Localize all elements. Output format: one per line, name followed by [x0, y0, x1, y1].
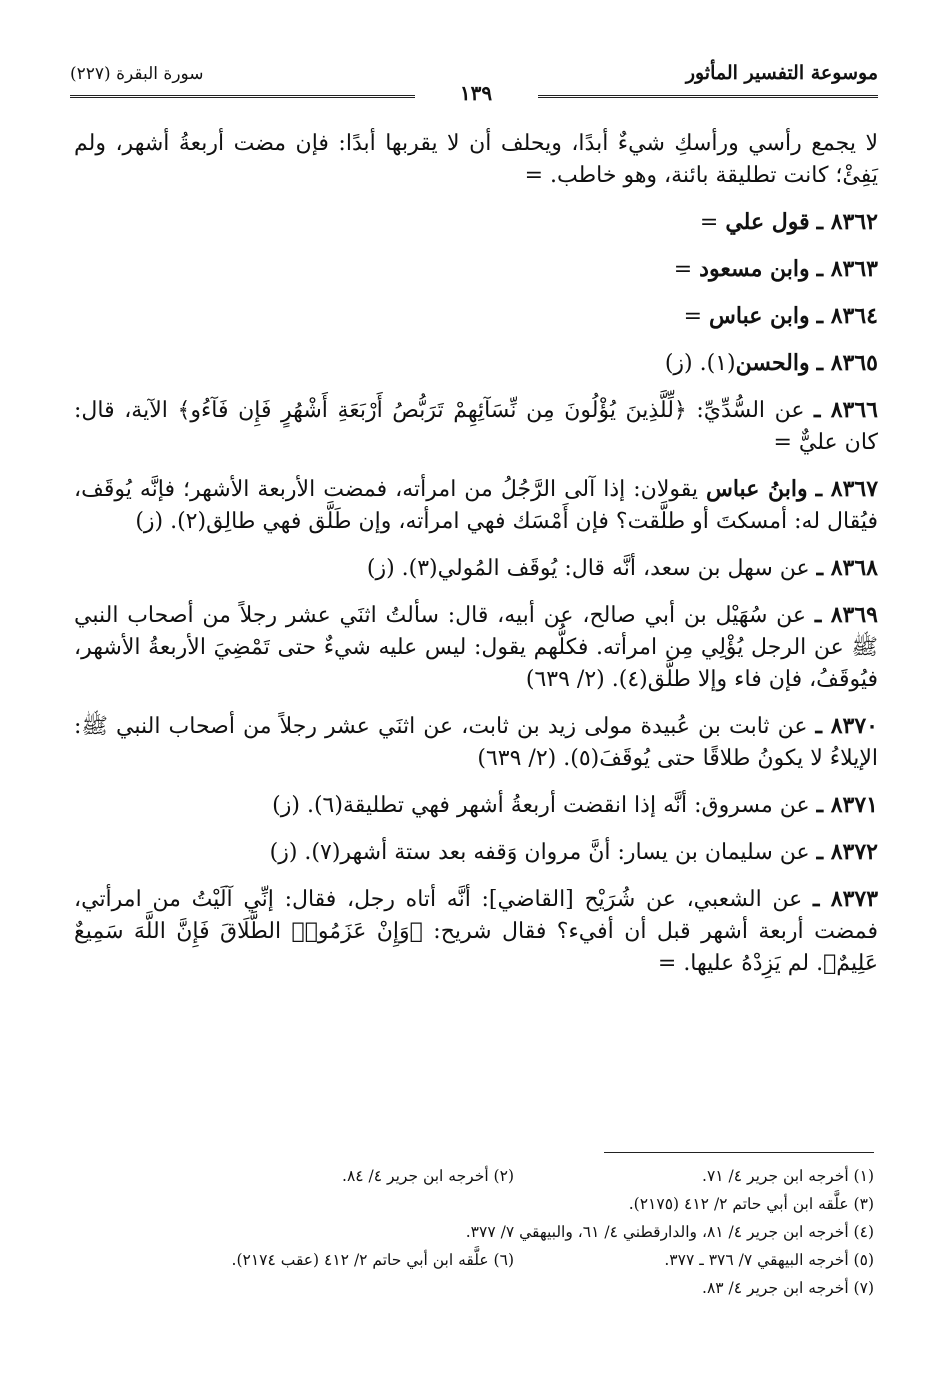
- paragraph-text: لا يجمع رأسي ورأسكِ شيءٌ أبدًا، ويحلف أن لا يقربها أبدًا: فإن مضت أربعةُ أشهر، ولم يَفِئْ؛ كانت تطليقة بائنة، وهو خاطب. =: [74, 131, 878, 188]
- hadith-paragraph: [74, 128, 878, 192]
- footnote: (٢) أخرجه ابن جرير ٤/ ٨٤.: [342, 1167, 514, 1185]
- hadith-number: ٨٣٦٩ ـ: [814, 602, 878, 628]
- footnote: (٣) علَّقه ابن أبي حاتم ٢/ ٤١٢ (٢١٧٥).: [628, 1195, 874, 1213]
- book-title: موسوعة التفسير المأثور: [685, 62, 878, 84]
- hadith-paragraph: [74, 836, 878, 869]
- hadith-number: ٨٣٧١ ـ: [816, 792, 878, 818]
- narrator-name: قول علي: [725, 209, 810, 235]
- narrator-name: وابن عباس: [709, 303, 810, 329]
- page-header: [70, 62, 878, 122]
- paragraph-text: يقولان: إذا آلى الرَّجُلُ من امرأته، فمضت الأربعة الأشهر؛ فإنَّه يُوقَف، فيُقال له: أمسكتَ أو طلَّقت؟ فإن أَمْسَك فهي امرأته، وإن طَلَّق فهي طالِق(٢). (ز): [74, 477, 878, 534]
- hadith-paragraph: [74, 206, 878, 239]
- hadith-number: ٨٣٧٢ ـ: [816, 839, 878, 865]
- hadith-number: ٨٣٦٣ ـ: [816, 256, 878, 282]
- footnote: (٦) علَّقه ابن أبي حاتم ٢/ ٤١٢ (عقب ٢١٧٤).: [231, 1251, 514, 1269]
- footnote-row: [154, 1218, 874, 1246]
- hadith-paragraph: [74, 883, 878, 980]
- header-rule-right: [538, 95, 878, 98]
- hadith-paragraph: [74, 300, 878, 333]
- hadith-number: ٨٣٧٣ ـ: [812, 886, 879, 912]
- hadith-paragraph: [74, 710, 878, 775]
- page-number: ١٣٩: [459, 81, 493, 105]
- paragraph-text: عن ثابت بن عُبيدة مولى زيد بن ثابت، عن اثنَي عشر رجلاً من أصحاب النبي ﷺ: الإيلاءُ لا يكونُ طلاقًا حتى يُوقَفَ(٥). (٢/ ٦٣٩): [74, 714, 878, 771]
- main-text: [74, 128, 878, 994]
- footnote: (١) أخرجه ابن جرير ٤/ ٧١.: [702, 1167, 874, 1185]
- narrator-name: وابنُ عباس: [706, 476, 808, 502]
- paragraph-text: =: [673, 257, 700, 282]
- paragraph-text: عن سُهَيْل بن أبي صالح، عن أبيه، قال: سألتُ اثنَي عشر رجلاً من أصحاب النبي ﷺ عن الرجل يُؤْلِي مِن امرأته. فكلُّهم يقول: ليس عليه شيءٌ حتى تَمْضِيَ الأربعةُ الأشهر، فيُوقَفُ، فإن فاء وإلا طلَّق(٤). (٢/ ٦٣٩): [74, 603, 878, 692]
- paragraph-text: =: [683, 304, 710, 329]
- hadith-number: ٨٣٦٢ ـ: [816, 209, 878, 235]
- hadith-paragraph: [74, 552, 878, 585]
- hadith-paragraph: [74, 253, 878, 286]
- footnote-rule: [604, 1152, 874, 1153]
- footnotes: [154, 1162, 874, 1302]
- hadith-number: ٨٣٦٧ ـ: [815, 476, 879, 502]
- footnote: (٧) أخرجه ابن جرير ٤/ ٨٣.: [702, 1279, 874, 1297]
- hadith-number: ٨٣٧٠ ـ: [815, 713, 878, 739]
- header-rule-left: [70, 95, 415, 98]
- surah-title: سورة البقرة (٢٢٧): [70, 64, 204, 84]
- footnote: [154, 1190, 514, 1218]
- paragraph-text: عن الشعبي، عن شُرَيْح [القاضي]: أنَّه أتاه رجل، فقال: إنِّي آلَيْتُ من امرأتي، فمضت أربعة أشهر قبل أن أفيء؟ فقال شريح: ﴿وَإِنْ عَزَمُوا۟ الطَّلَاقَ فَإِنَّ اللَّهَ سَمِيعٌ عَلِيمٌ﴾. لم يَزِدْهُ عليها. =: [74, 887, 878, 976]
- hadith-paragraph: [74, 789, 878, 822]
- hadith-paragraph: [74, 394, 878, 459]
- paragraph-text: عن سهل بن سعد، أنَّه قال: يُوقَف المُولي(٣). (ز): [366, 556, 810, 581]
- paragraph-text: عن سليمان بن يسار: أنَّ مروان وَقفه بعد ستة أشهر(٧). (ز): [269, 840, 810, 865]
- footnote: (٤) أخرجه ابن جرير ٤/ ٨١، والدارقطني ٤/ ٦١، والبيهقي ٧/ ٣٧٧.: [465, 1223, 874, 1241]
- hadith-number: ٨٣٦٤ ـ: [816, 303, 878, 329]
- hadith-number: ٨٣٦٥ ـ: [816, 350, 878, 376]
- narrator-name: وابن مسعود: [699, 256, 810, 282]
- paragraph-text: عن السُّدِّيِّ: ﴿لِّلَّذِينَ يُؤْلُونَ مِن نِّسَآئِهِمْ تَرَبُّصُ أَرْبَعَةِ أَشْهُرٍ فَإِن فَآءُو﴾ الآية، قال: كان عليٌّ =: [74, 398, 878, 455]
- hadith-number: ٨٣٦٨ ـ: [816, 555, 878, 581]
- footnote-row: [154, 1274, 874, 1302]
- paragraph-text: (١). (ز): [664, 351, 736, 376]
- paragraph-text: عن مسروق: أنَّه إذا انقضت أربعةُ أشهر فهي تطليقة(٦). (ز): [272, 793, 810, 818]
- footnote-row: [154, 1190, 874, 1218]
- footnote-row: [154, 1246, 874, 1274]
- paragraph-text: =: [699, 210, 726, 235]
- hadith-paragraph: [74, 473, 878, 538]
- hadith-number: ٨٣٦٦ ـ: [814, 397, 878, 423]
- hadith-paragraph: [74, 599, 878, 696]
- footnote: [154, 1274, 514, 1302]
- footnote-row: [154, 1162, 874, 1190]
- narrator-name: والحسن: [735, 350, 810, 376]
- footnote: [154, 1218, 466, 1246]
- footnote: (٥) أخرجه البيهقي ٧/ ٣٧٦ ـ ٣٧٧.: [664, 1251, 874, 1269]
- hadith-paragraph: [74, 347, 878, 380]
